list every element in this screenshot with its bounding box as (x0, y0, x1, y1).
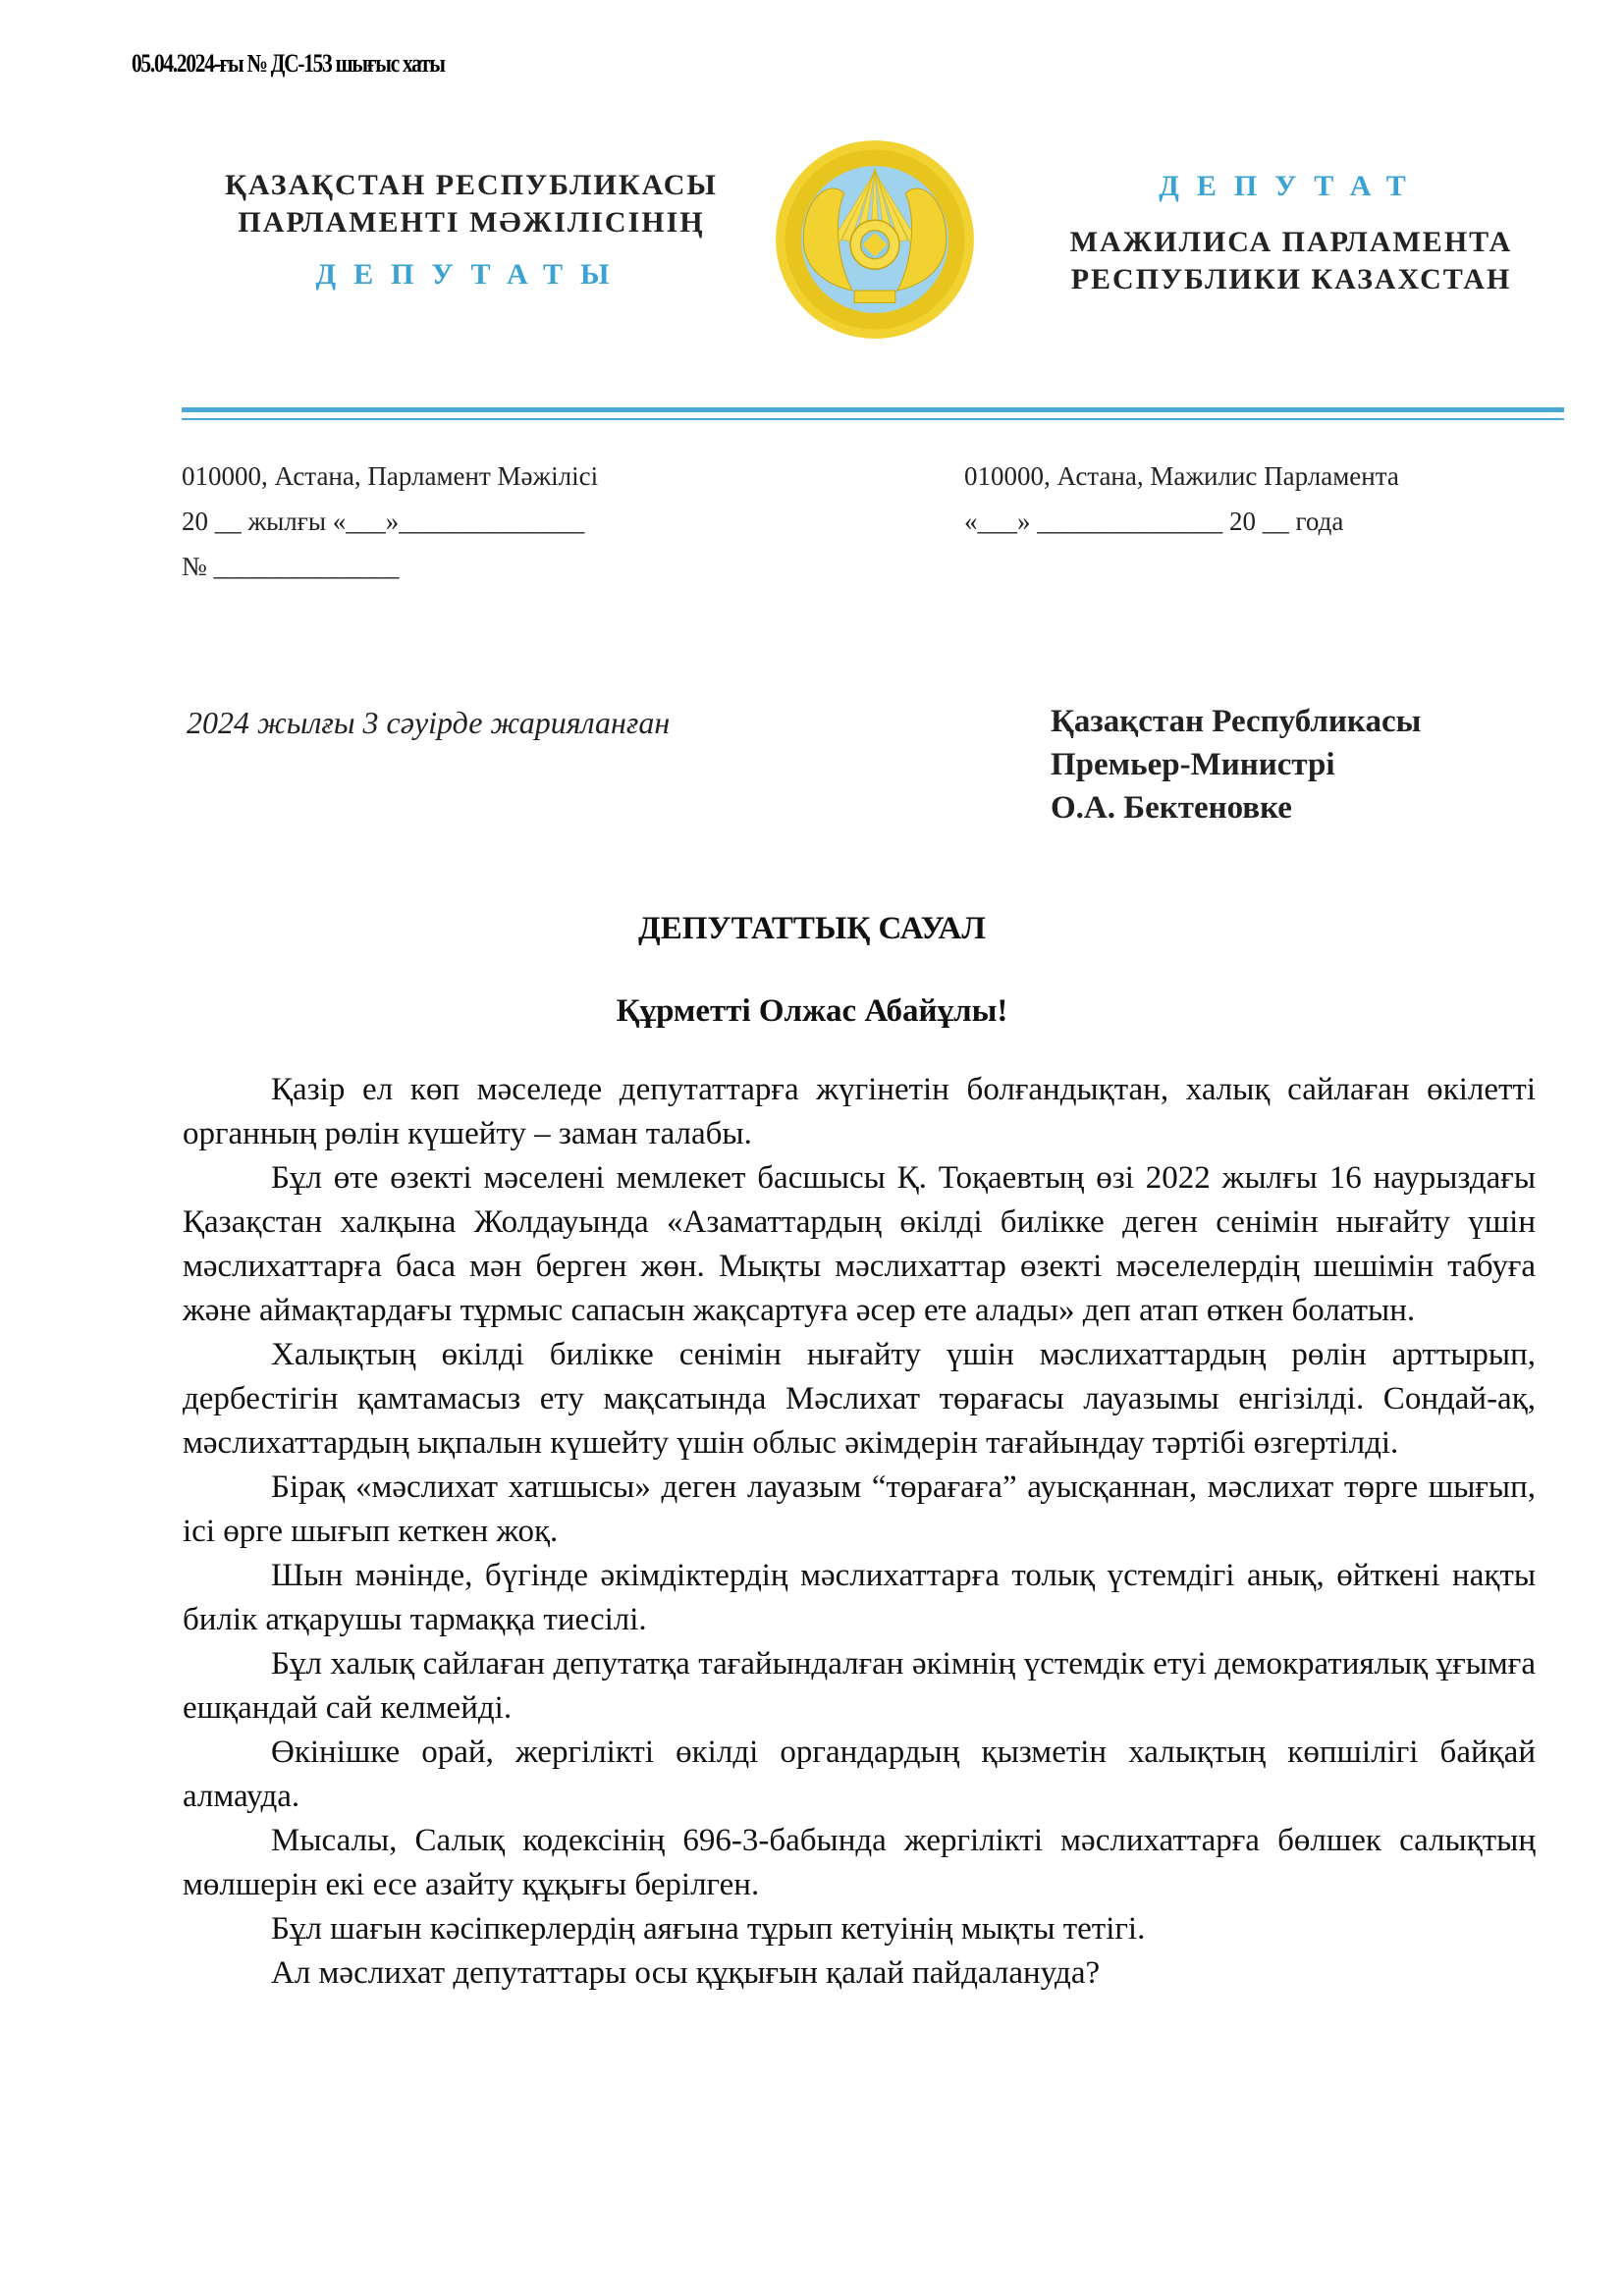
header-left-kazakh (216, 167, 727, 294)
header-left-line2: ПАРЛАМЕНТІ МӘЖІЛІСІНІҢ (238, 206, 705, 239)
state-emblem-icon (773, 137, 977, 342)
letter-body (183, 1068, 1536, 1996)
body-paragraph: Бірақ «мәслихат хатшысы» деген лауазым “төрағаға” ауысқаннан, мәслихат төрге шығып, ісі өрге шығып кеткен жоқ. (183, 1469, 1536, 1549)
recipient-line2: Премьер-Министрі (1051, 747, 1335, 782)
address-right-line1: 010000, Астана, Мажилис Парламента (964, 461, 1399, 491)
header-right-line1: МАЖИЛИСА ПАРЛАМЕНТА (1069, 226, 1513, 258)
header-left-deputy: ДЕПУТАТЫ (315, 258, 627, 291)
body-paragraph: Бұл халық сайлаған депутатқа тағайындалған әкімнің үстемдік етуі демократиялық ұғымға ешқандай сай келмейді. (183, 1646, 1536, 1726)
header-right-line2: РЕСПУБЛИКИ КАЗАХСТАН (1070, 263, 1512, 295)
body-paragraph: Мысалы, Салық кодексінің 696-3-бабында жергілікті мәслихаттарға бөлшек салықтың мөлшерін екі есе азайту құқығы берілген. (183, 1823, 1536, 1902)
published-date: 2024 жылғы 3 сәуірде жарияланған (187, 705, 671, 740)
document-title: ДЕПУТАТТЫҚ САУАЛ (638, 911, 986, 946)
body-paragraph: Бұл өте өзекті мәселені мемлекет басшысы Қ. Тоқаевтың өзі 2022 жылғы 16 наурыздағы Қазақстан халқына Жолдауында «Азаматтардың өкілді билікке деген сенімін нығайту үшін мәслихаттарға баса мән берген жөн. Мықты мәслихаттар өзекті мәселелердің шешімін табуға және аймақтардағы тұрмыс сапасын жақсартуға әсер ете алады» деп атап өткен болатын. (183, 1160, 1536, 1328)
body-paragraph: Халықтың өкілді билікке сенімін нығайту үшін мәслихаттардың рөлін арттырып, дербестігін қамтамасыз ету мақсатында Мәслихат төрағасы лауазымы енгізілді. Сондай-ақ, мәслихаттардың ықпалын күшейту үшін облыс әкімдерін тағайындау тәртібі өзгертілді. (183, 1337, 1536, 1461)
header-right-russian (1056, 167, 1527, 298)
body-paragraph: Өкінішке орай, жергілікті өкілді органдардың қызметін халықтың көпшілігі байқай алмауда. (183, 1735, 1536, 1814)
address-block-russian (964, 454, 1514, 544)
address-left-line2: 20 __ жылғы «___»______________ (182, 507, 585, 536)
recipient-line3: О.А. Бектеновке (1051, 790, 1292, 826)
recipient-line1: Қазақстан Республикасы (1051, 704, 1422, 739)
recipient-block (1051, 700, 1542, 829)
header-divider-thick (182, 407, 1564, 412)
body-paragraph: Ал мәслихат депутаттары осы құқығын қалай пайдалануда? (271, 1955, 1101, 1991)
body-paragraph: Бұл шағын кәсіпкерлердің аяғына тұрып кетуінің мықты тетігі. (271, 1911, 1146, 1947)
header-divider-thin (182, 418, 1564, 420)
body-paragraph: Шын мәнінде, бүгінде әкімдіктердің мәслихаттарға толық үстемдігі анық, өйткені нақты билік атқарушы тармаққа тиесілі. (183, 1558, 1536, 1637)
header-right-deputy: ДЕПУТАТ (1159, 170, 1424, 202)
address-block-kazakh (182, 454, 692, 589)
salutation: Құрметті Олжас Абайұлы! (616, 993, 1008, 1029)
body-paragraph: Қазір ел көп мәселеде депутаттарға жүгінетін болғандықтан, халық сайлаған өкілетті органның рөлін күшейту – заман талабы. (183, 1072, 1536, 1151)
address-left-line3: № ______________ (182, 552, 400, 581)
outgoing-letter-stamp: 05.04.2024-ғы № ДС-153 шығыс хаты (132, 49, 445, 78)
address-left-line1: 010000, Астана, Парламент Мәжілісі (182, 461, 599, 491)
header-left-line1: ҚАЗАҚСТАН РЕСПУБЛИКАСЫ (225, 169, 718, 201)
address-right-line2: «___» ______________ 20 __ года (964, 507, 1344, 536)
